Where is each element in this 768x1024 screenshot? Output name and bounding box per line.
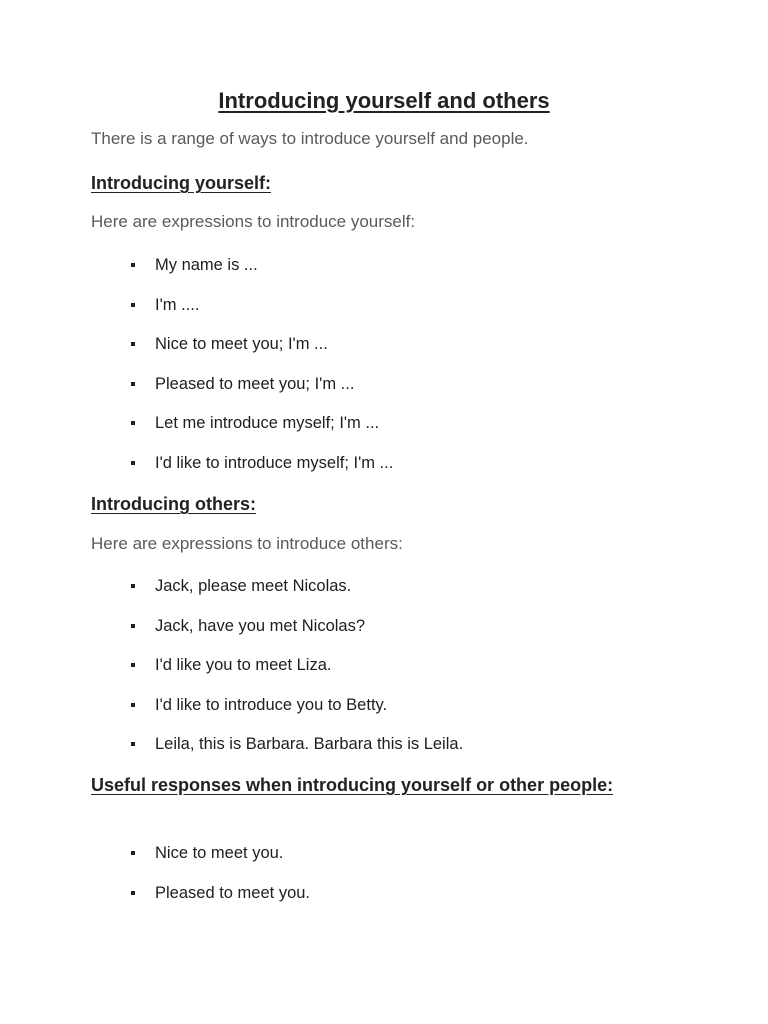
square-bullet-icon xyxy=(131,382,135,386)
square-bullet-icon xyxy=(131,703,135,707)
section-heading-introducing-yourself: Introducing yourself: xyxy=(91,173,271,193)
square-bullet-icon xyxy=(131,303,135,307)
square-bullet-icon xyxy=(131,742,135,746)
square-bullet-icon xyxy=(131,342,135,346)
square-bullet-icon xyxy=(131,584,135,588)
section-subintro-introducing-yourself: Here are expressions to introduce yourself: xyxy=(91,212,416,231)
square-bullet-icon xyxy=(131,891,135,895)
square-bullet-icon xyxy=(131,663,135,667)
section-heading-introducing-others: Introducing others: xyxy=(91,494,256,514)
square-bullet-icon xyxy=(131,421,135,425)
page-title: Introducing yourself and others xyxy=(218,88,550,113)
square-bullet-icon xyxy=(131,624,135,628)
document-page: Introducing yourself and others There is a range of ways to introduce yourself and people. Introducing yourself: Here are expressions to introduce yourself: My name is ... I'm .... Nice to meet you; I'm ... Pleased to meet you; I'm ... Let me introduce myself; I'm ... I'd like to introduce myself; I'm ... Introducing others: Here are expressions to introduce others: Jack, please meet Nicolas. Jack, have you met Nicolas? I'd like you to meet Liza. I'd like to introduce you to Betty. Leila, this is Barbara. Barbara this is Leila. Useful responses when introducing yourself or other people: Nice to meet you. Pleased to meet you. xyxy=(0,0,768,1024)
intro-paragraph: There is a range of ways to introduce yourself and people. xyxy=(91,129,529,148)
square-bullet-icon xyxy=(131,263,135,267)
section-heading-useful-responses: Useful responses when introducing yourself or other people: xyxy=(91,775,614,795)
square-bullet-icon xyxy=(131,461,135,465)
section-subintro-introducing-others: Here are expressions to introduce others: xyxy=(91,534,403,553)
square-bullet-icon xyxy=(131,851,135,855)
